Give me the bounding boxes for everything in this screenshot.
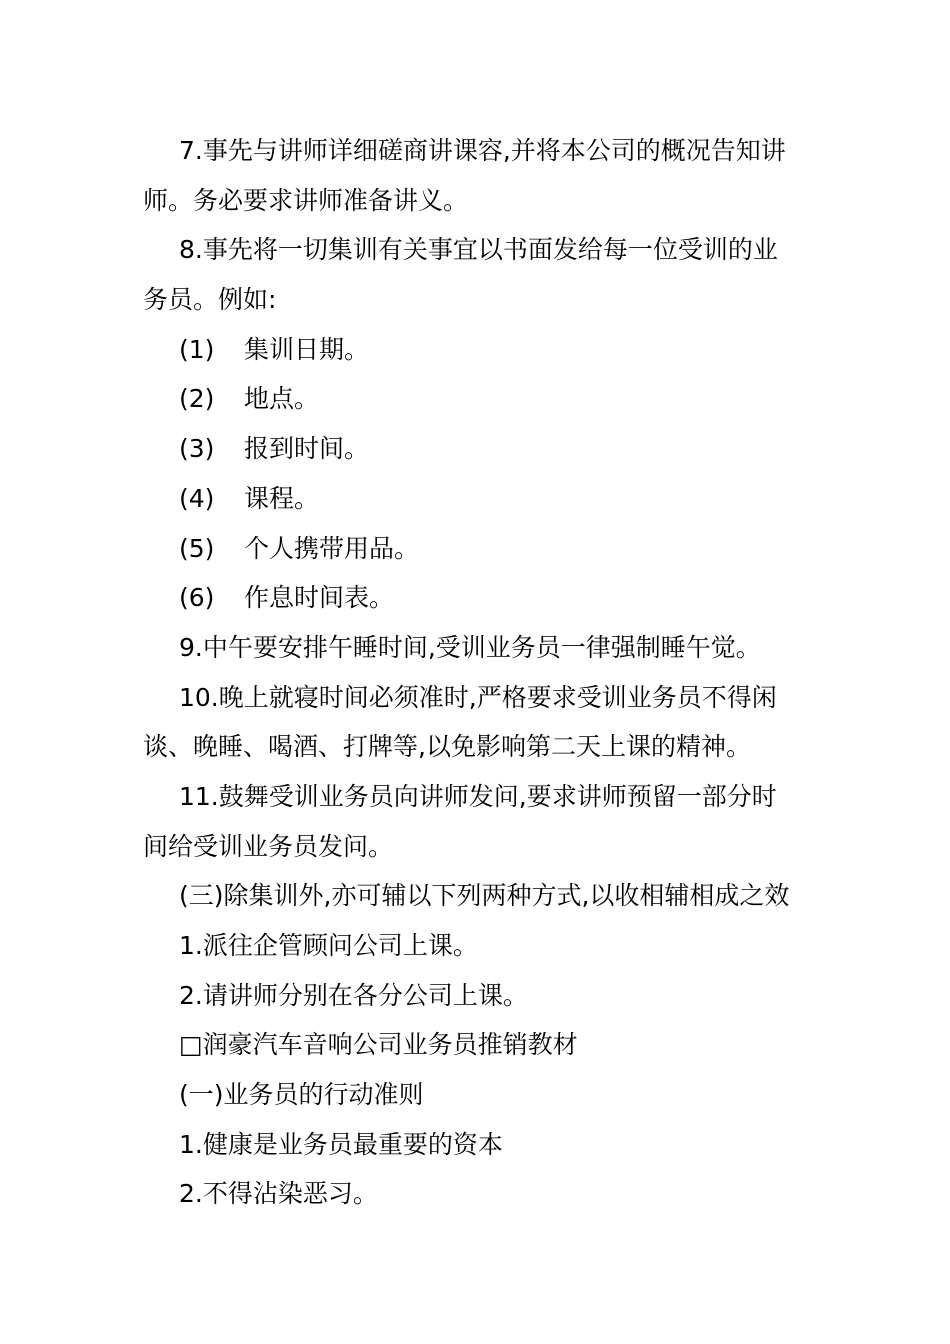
paragraph-10-line-1: 10.晚上就寝时间必须准时,严格要求受训业务员不得闲	[179, 682, 777, 712]
list-item-number: (6)	[179, 583, 215, 613]
paragraph-7-line-1: 7.事先与讲师详细磋商讲课容,并将本公司的概况告知讲	[179, 136, 786, 165]
list-item	[143, 424, 808, 474]
section-1-item-2: 2.不得沾染恶习。	[179, 1179, 378, 1209]
list-item-number: (1)	[179, 334, 215, 364]
list-item-number: (4)	[179, 483, 215, 513]
section-1-heading: (一)业务员的行动准则	[179, 1080, 424, 1110]
list-item-text: 课程。	[244, 483, 320, 513]
list-item	[143, 474, 808, 524]
list-item-number: (2)	[179, 384, 215, 414]
list-item-text: 个人携带用品。	[244, 533, 420, 563]
section-3-item-2: 2.请讲师分别在各分公司上课。	[179, 980, 528, 1010]
chapter-title: □润豪汽车音响公司业务员推销教材	[179, 1030, 578, 1060]
paragraph-10-line-2: 谈、晚睡、喝酒、打牌等,以免影响第二天上课的精神。	[143, 732, 751, 762]
list-item-number: (3)	[179, 434, 215, 464]
paragraph-8-line-2: 务员。例如:	[143, 285, 277, 315]
paragraph-7-line-2: 师。务必要求讲师准备讲义。	[143, 185, 469, 215]
list-item	[143, 325, 808, 375]
section-3-heading: (三)除集训外,亦可辅以下列两种方式,以收相辅相成之效	[179, 881, 790, 911]
list-item-text: 作息时间表。	[244, 583, 395, 613]
section-1-item-1: 1.健康是业务员最重要的资本	[179, 1129, 503, 1159]
paragraph-11-line-1: 11.鼓舞受训业务员向讲师发问,要求讲师预留一部分时	[179, 781, 777, 811]
paragraph-8-line-1: 8.事先将一切集训有关事宜以书面发给每一位受训的业	[179, 235, 778, 265]
list-item-text: 报到时间。	[244, 434, 370, 464]
document-body	[143, 126, 808, 1219]
section-3-item-1: 1.派往企管顾问公司上课。	[179, 931, 478, 960]
list-item-text: 集训日期。	[244, 334, 370, 364]
list-item-number: (5)	[179, 533, 215, 563]
list-item-text: 地点。	[244, 384, 320, 414]
list-item	[143, 524, 808, 574]
list-item	[143, 573, 808, 623]
list-item	[143, 374, 808, 424]
paragraph-9: 9.中午要安排午睡时间,受训业务员一律强制睡午觉。	[179, 632, 761, 662]
paragraph-11-line-2: 间给受训业务员发问。	[143, 831, 394, 861]
